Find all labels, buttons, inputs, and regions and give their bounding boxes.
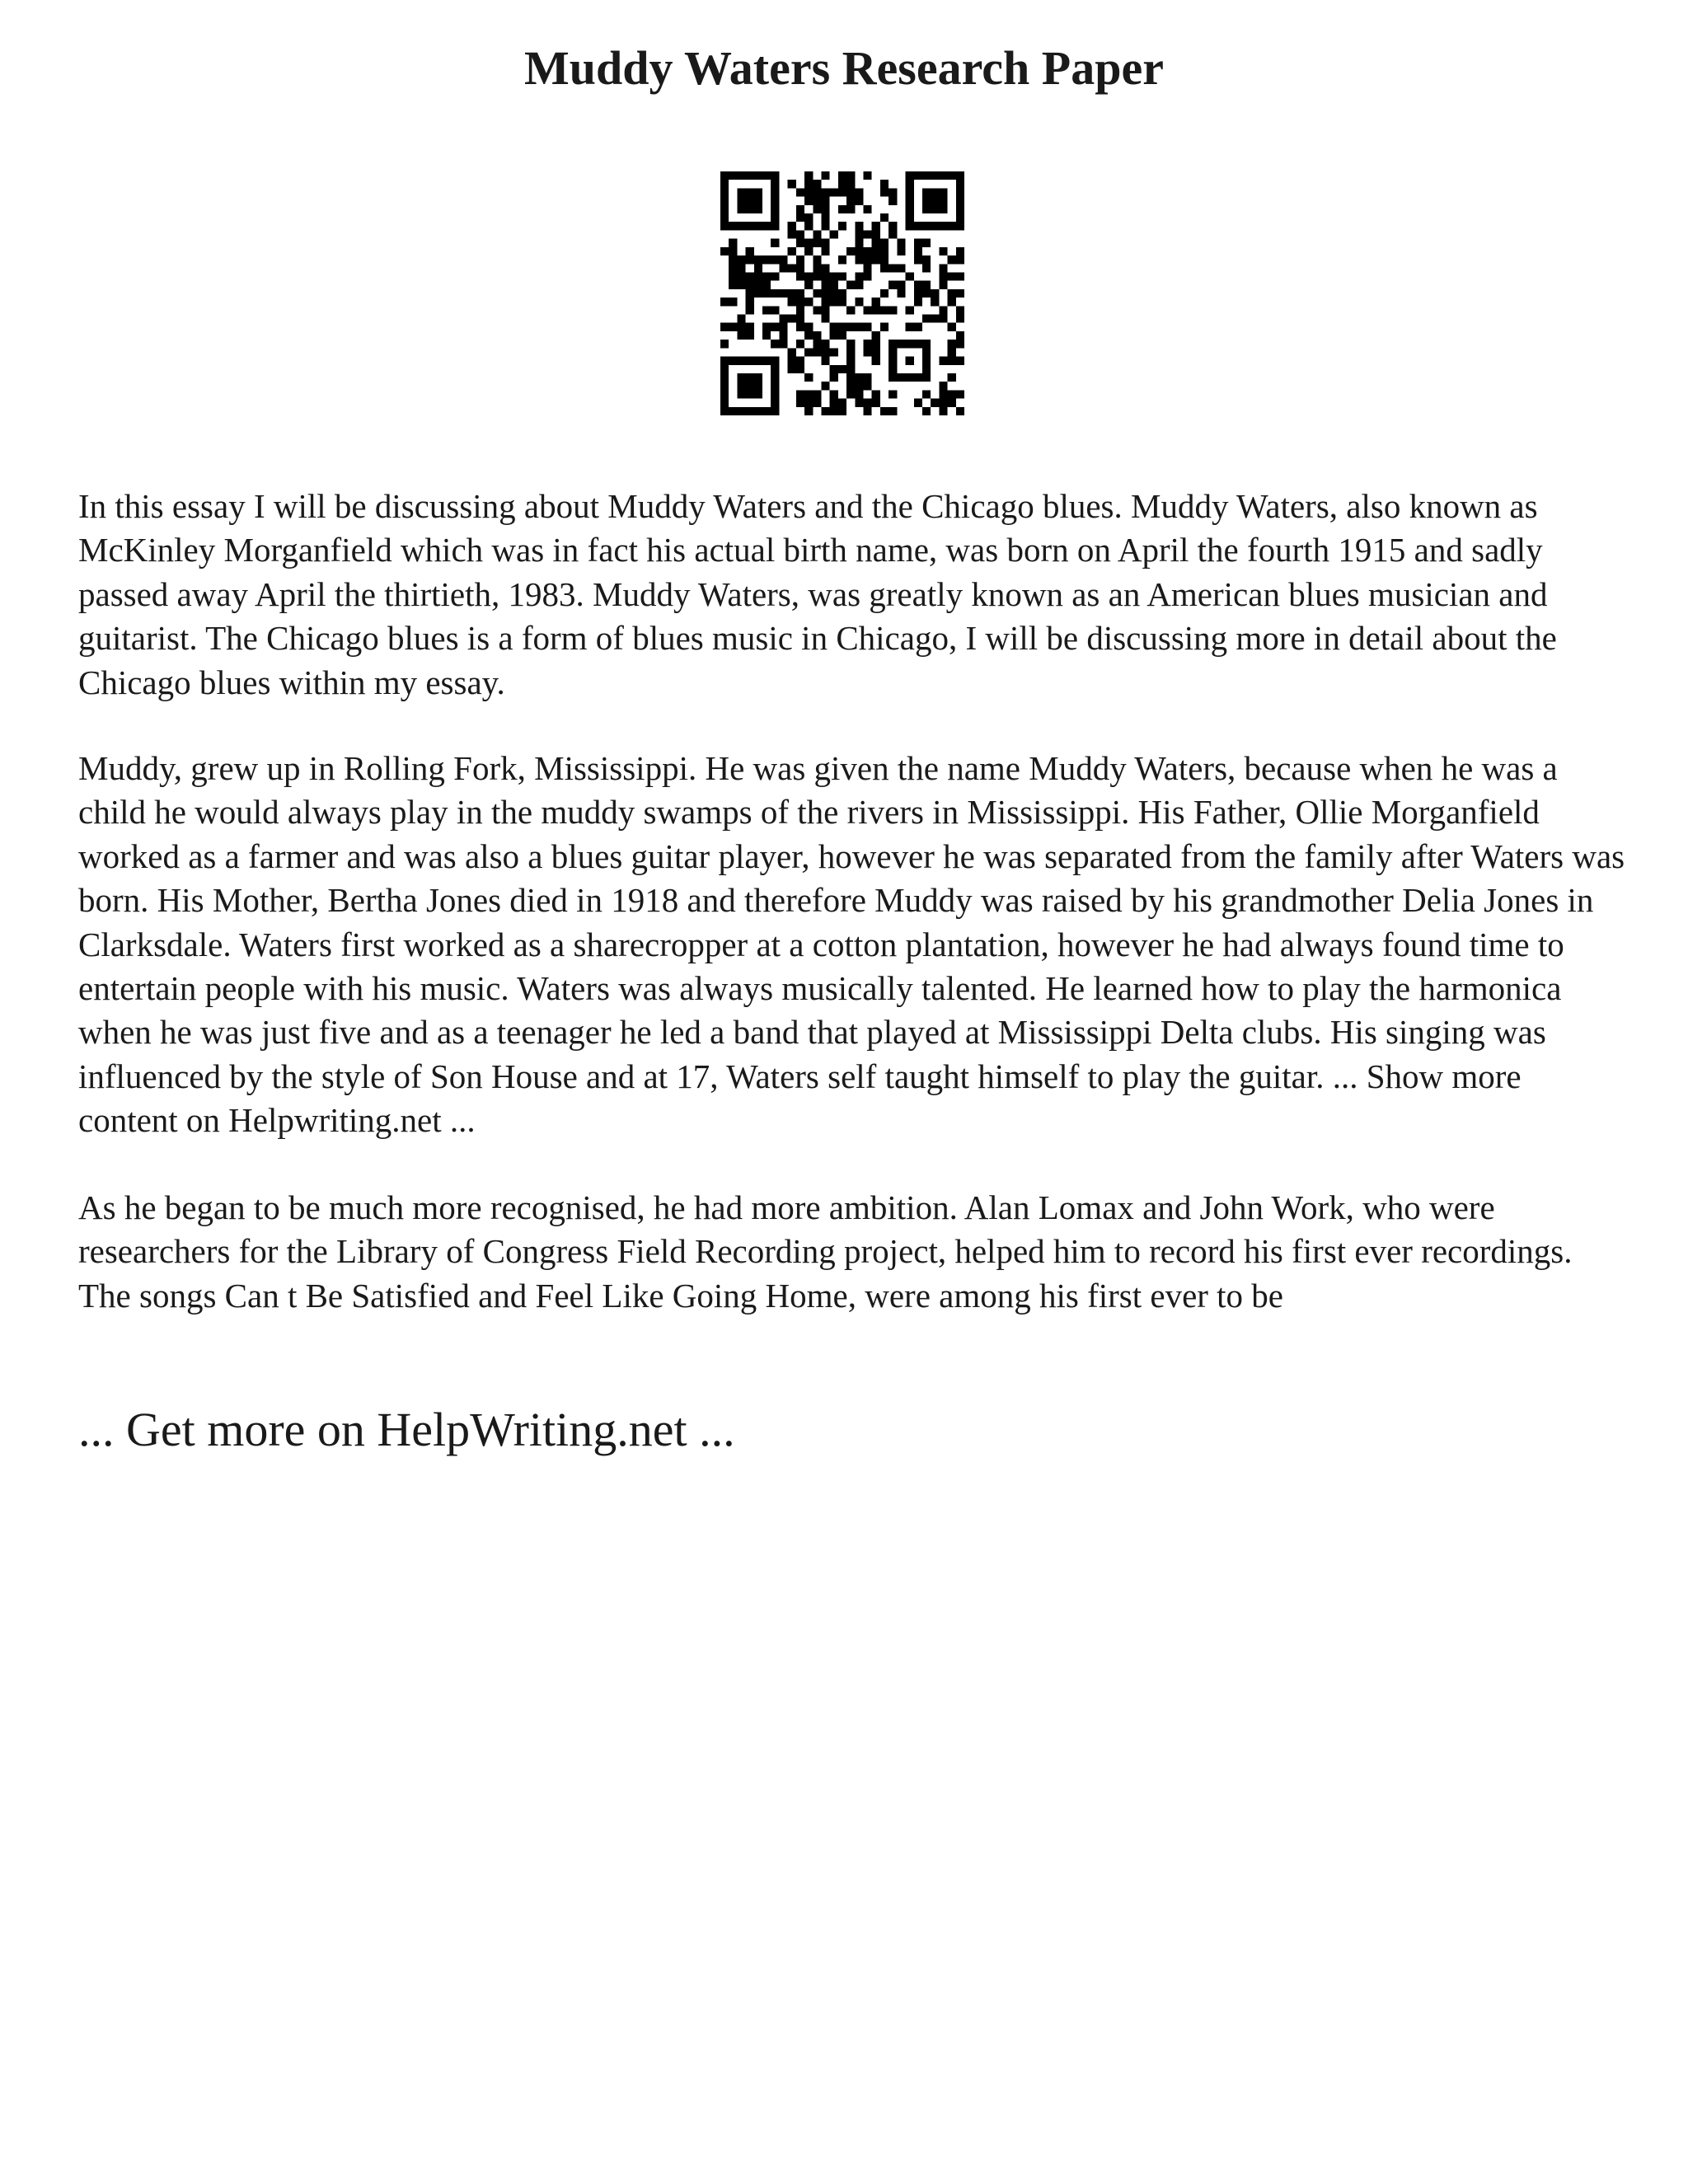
qr-code-icon <box>720 171 964 415</box>
paragraph-early-life: Muddy, grew up in Rolling Fork, Mississippi. He was given the name Muddy Waters, because when he was a child he would always play in the muddy swamps of the rivers in Mississippi. His Father, Ollie Morganfield worked as a farmer and was also a blues guitar player, however he was separated from the family after Waters was born. His Mother, Bertha Jones died in 1918 and therefore Muddy was raised by his grandmother Delia Jones in Clarksdale. Waters first worked as a sharecropper at a cotton plantation, however he had always found time to entertain people with his music. Waters was always musically talented. He learned how to play the harmonica when he was just five and as a teenager he led a band that played at Mississippi Delta clubs. His singing was influenced by the style of Son House and at 17, Waters self taught himself to play the guitar. ... Show more content on Helpwriting.net ... <box>78 749 1625 1140</box>
paragraph-introduction: In this essay I will be discussing about Muddy Waters and the Chicago blues. Muddy Waters, also known as McKinley Morganfield which was in fact his actual birth name, was born on April the fourth 1915 and sadly passed away April the thirtieth, 1983. Muddy Waters, was greatly known as an American blues musician and guitarist. The Chicago blues is a form of blues music in Chicago, I will be discussing more in detail about the Chicago blues within my essay. <box>78 487 1557 701</box>
paragraph-recordings: As he began to be much more recognised, he had more ambition. Alan Lomax and John Work, who were researchers for the Library of Congress Field Recording project, helped him to record his first ever recordings. The songs Can t Be Satisfied and Feel Like Going Home, were among his first ever to be <box>78 1188 1573 1315</box>
get-more-link[interactable]: ... Get more on HelpWriting.net ... <box>78 1403 735 1456</box>
page-title: Muddy Waters Research Paper <box>524 41 1164 95</box>
